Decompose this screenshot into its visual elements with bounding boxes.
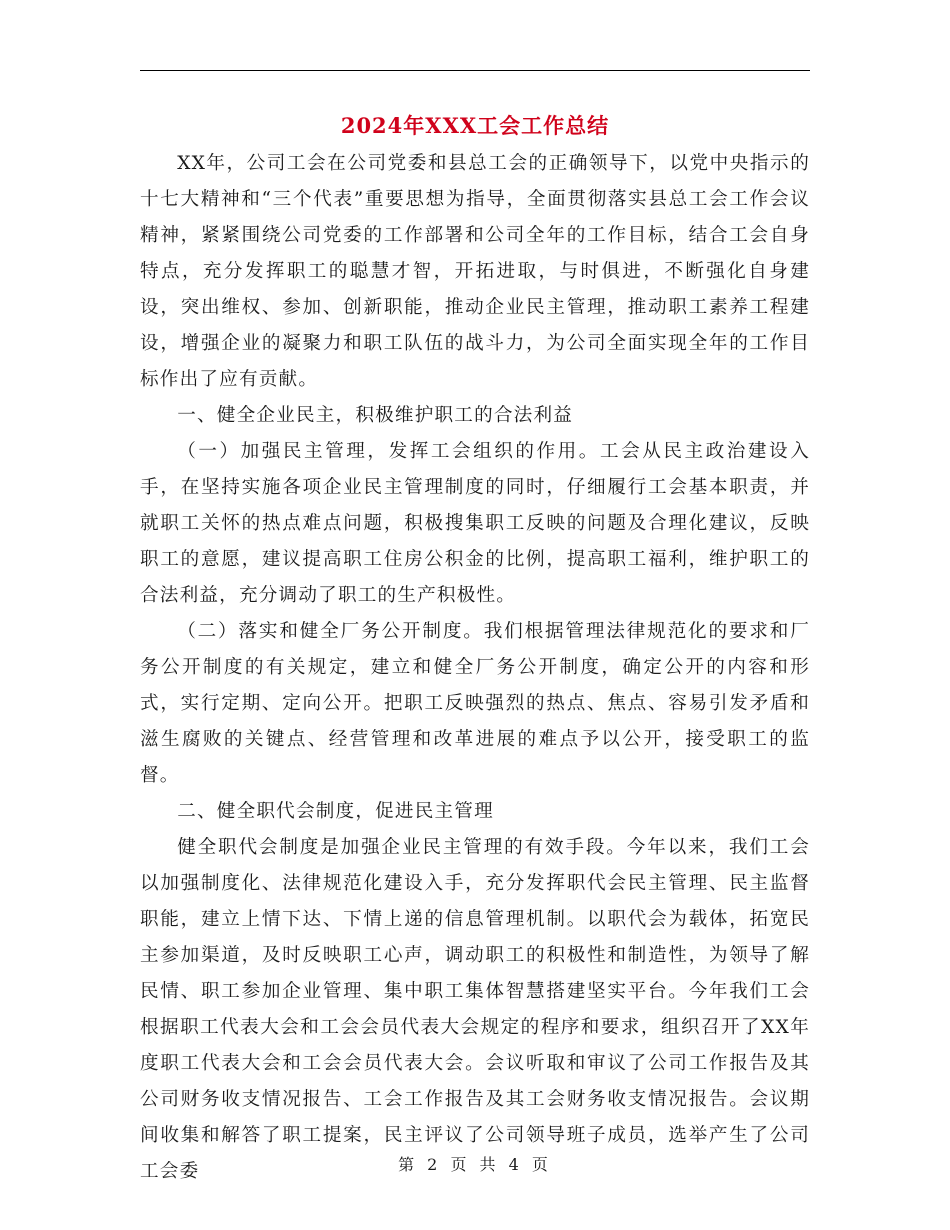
subsection-paragraph-2: （二）落实和健全厂务公开制度。我们根据管理法律规范化的要求和厂务公开制度的有关规定，建立和健全厂务公开制度，确定公开的内容和形式，实行定期、定向公开。把职工反映强烈的热点、焦点、容易引发矛盾和滋生腐败的关键点、经营管理和改革进展的难点予以公开，接受职工的监督。 (140, 621, 810, 786)
document-title: 2024年XXX工会工作总结 (340, 113, 610, 138)
document-body (140, 146, 810, 1190)
section-heading-2: 二、健全职代会制度，促进民主管理 (177, 801, 494, 822)
header-rule (140, 70, 810, 71)
subsection-paragraph-1: （一）加强民主管理，发挥工会组织的作用。工会从民主政治建设入手，在坚持实施各项企业民主管理制度的同时，仔细履行工会基本职责，并就职工关怀的热点难点问题，积极搜集职工反映的问题及合理化建议，反映职工的意愿，建议提高职工住房公积金的比例，提高职工福利，维护职工的合法利益，充分调动了职工的生产积极性。 (140, 441, 810, 606)
page-number-footer: 第 2 页 共 4 页 (398, 1155, 552, 1174)
intro-paragraph: XX年，公司工会在公司党委和县总工会的正确领导下，以党中央指示的十七大精神和“三个代表”重要思想为指导，全面贯彻落实县总工会工作会议精神，紧紧围绕公司党委的工作部署和公司全年的工作目标，结合工会自身特点，充分发挥职工的聪慧才智，开拓进取，与时俱进，不断强化自身建设，突出维权、参加、创新职能，推动企业民主管理，推动职工素养工程建设，增强企业的凝聚力和职工队伍的战斗力，为公司全面实现全年的工作目标作出了应有贡献。 (140, 153, 810, 390)
section-heading-1: 一、健全企业民主，积极维护职工的合法利益 (177, 405, 574, 426)
section-2-paragraph: 健全职代会制度是加强企业民主管理的有效手段。今年以来，我们工会以加强制度化、法律规范化建设入手，充分发挥职代会民主管理、民主监督职能，建立上情下达、下情上递的信息管理机制。以职代会为载体，拓宽民主参加渠道，及时反映职工心声，调动职工的积极性和制造性，为领导了解民情、职工参加企业管理、集中职工集体智慧搭建坚实平台。今年我们工会根据职工代表大会和工会会员代表大会规定的程序和要求，组织召开了XX年度职工代表大会和工会会员代表大会。会议听取和审议了公司工作报告及其公司财务收支情况报告、工会工作报告及其工会财务收支情况报告。会议期间收集和解答了职工提案，民主评议了公司领导班子成员，选举产生了公司工会委 (140, 837, 810, 1182)
